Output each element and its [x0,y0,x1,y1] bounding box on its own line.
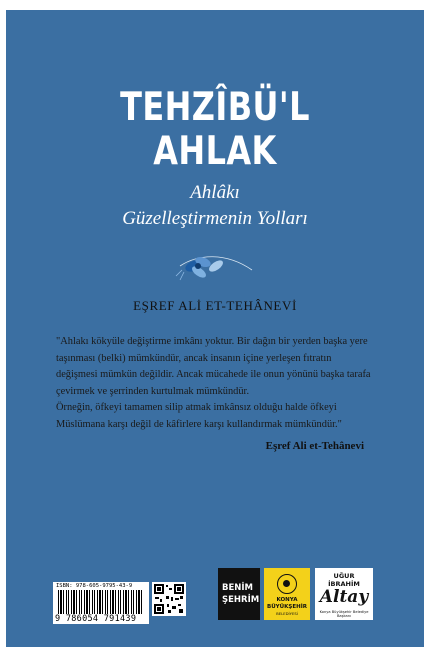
book-subtitle-line1: Ahlâkı [190,182,240,203]
barcode-bars [58,590,144,614]
altay-logo-caption: Konya Büyükşehir Belediye Başkanı [319,610,369,618]
author-name: EŞREF ALİ ET-TEHÂNEVİ [133,298,297,313]
altay-logo-line2: İBRAHİM [328,580,360,588]
konya-logo-line1: KONYA [276,597,298,603]
flower-ornament-icon [174,246,256,286]
isbn-label: ISBN: 978-605-9795-43-9 [56,583,133,589]
konya-logo-line3: BELEDİYESİ [276,611,298,616]
isbn-number: 9 786054 791439 [55,614,137,624]
quote-attribution: Eşref Ali et-Tehânevi [265,440,364,452]
book-title-line2: AHLAK [153,129,277,174]
isbn-barcode [53,582,149,624]
altay-logo-line1: UĞUR [333,572,355,580]
konya-buyuksehir-logo [264,568,310,620]
quote-paragraph-2: Örneğin, öfkeyi tamamen silip atmak imkânsız olduğu halde öfkeyi Müslümana karşı değil de kâfirlere karşı kullandırmak mümkündür." [56,402,342,430]
book-back-cover [6,10,424,647]
konya-seal-icon [277,574,297,594]
quote-paragraph-1: "Ahlakı kökyüle değiştirme imkânı yoktur. Bir dağın bir yerden başka yere taşınması (belki) mümkündür, ancak insanın içine yerleşen fıtratın değişmesi mümkün değildir. Ancak mücahede ile onun yönünü başka tarafa çevirmek ve şerrinden kurtulmak mümkündür. [56,336,371,397]
konya-logo-line2: BÜYÜKŞEHİR [267,604,307,610]
ugur-ibrahim-altay-logo [315,568,373,620]
book-title-line1: TEHZÎBÜ'L [120,85,310,130]
book-subtitle-line2: Güzelleştirmenin Yolları [122,208,308,229]
benim-logo-line2: ŞEHRİM [222,595,260,605]
altay-logo-signature: Altay [319,587,369,607]
qr-code-icon [152,582,186,616]
benim-sehrim-logo [218,568,260,620]
benim-logo-line1: BENİM [222,583,254,593]
